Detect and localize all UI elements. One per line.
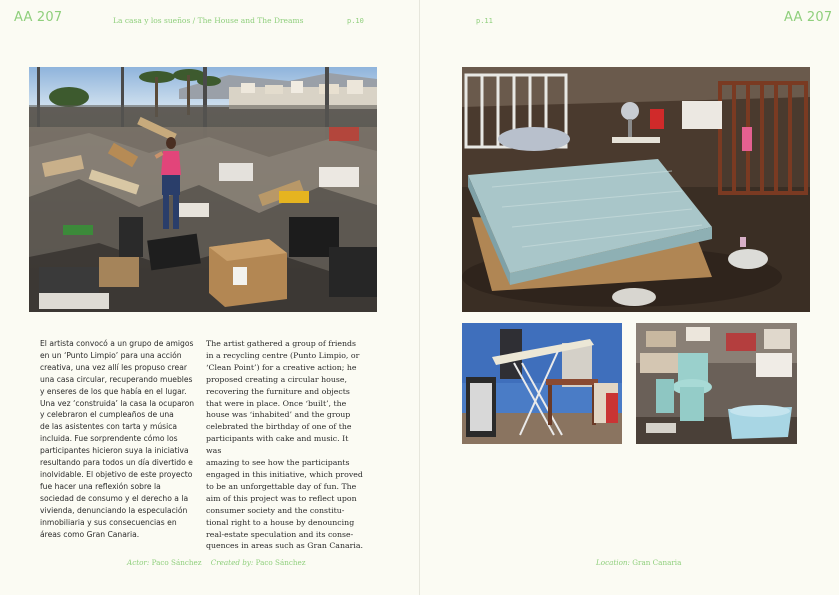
text-line: The artist gathered a group of friends [206, 339, 356, 348]
photo-ironing-board-image [462, 323, 622, 444]
photo-mattress-image [462, 67, 810, 312]
page-number-right: p.11 [476, 17, 493, 25]
left-page [0, 0, 419, 595]
text-line: in a recycling centre (Punto Limpio, or [206, 350, 360, 360]
text-line: house was ‘inhabited’ and the group [206, 410, 351, 420]
body-text-spanish [40, 338, 200, 540]
text-line: resultando para todos un día divertido e [40, 458, 193, 468]
magazine-logo-right: AA 207 [784, 10, 833, 25]
photo-mattress [462, 67, 810, 312]
magazine-logo: AA 207 [14, 10, 63, 25]
text-line: vivienda, denunciando la especulación [40, 505, 188, 515]
text-line: incluida. Fue sorprendente cómo los [40, 434, 178, 444]
text-line: real-estate speculation and its conse- [206, 529, 354, 539]
text-line: de las asistentes con tarta y música [40, 422, 178, 432]
text-line: inolvidable. El objetivo de este proyecto [40, 469, 193, 479]
footer-location [596, 558, 681, 567]
text-line: en un ‘Punto Limpio’ para una acción [40, 350, 182, 360]
photo-toilet-sink [636, 323, 797, 444]
text-line: aim of this project was to reflect upon [206, 493, 357, 503]
location-name: Gran Canaria [632, 558, 682, 567]
location-label: Location: [596, 558, 630, 567]
text-line: celebrated the birthday of one of the [206, 422, 352, 432]
text-line: y enseres de los que había en el lugar. [40, 386, 187, 396]
photo-recycling-centre-image [29, 67, 377, 312]
body-text-english [206, 338, 366, 552]
text-line: El artista convocó a un grupo de amigos [40, 339, 194, 348]
text-line: participantes hicieron suya la iniciativa [40, 446, 189, 456]
right-page [420, 0, 839, 595]
text-line: Una vez ‘construida’ la casa la ocuparon [40, 398, 195, 408]
text-line: inmobiliaria y sus consecuencias en [40, 517, 177, 527]
page-number-left: p.10 [347, 17, 364, 25]
text-line: amazing to see how the participants [206, 458, 350, 468]
text-line: that were in place. Once ‘built’, the [206, 398, 347, 408]
text-line: consumer society and the constitu- [206, 505, 345, 515]
created-by-name: Paco Sánchez [255, 558, 306, 567]
photo-ironing-board [462, 323, 622, 444]
text-line: proposed creating a circular house, [206, 374, 347, 384]
text-line: y celebraron el cumpleaños de una [40, 410, 174, 420]
text-line: participants with cake and music. It was [206, 434, 349, 456]
text-line: quences in areas such as Gran Canaria. [206, 541, 363, 551]
photo-recycling-centre [29, 67, 377, 312]
text-line: ‘Clean Point’) for a creative action; he [206, 362, 357, 372]
actor-name: Paco Sánchez [151, 558, 202, 567]
text-line: to be an unforgettable day of fun. The [206, 481, 357, 491]
text-line: tional right to a house by denouncing [206, 517, 355, 527]
text-line: una casa circular, recuperando muebles [40, 374, 193, 384]
text-line: fue hacer una reflexión sobre la [40, 481, 161, 491]
text-line: recovering the furniture and objects [206, 386, 350, 396]
text-line: áreas como Gran Canaria. [40, 529, 140, 539]
footer-credits [127, 558, 306, 567]
running-title: La casa y los sueños / The House and The Dreams [113, 16, 304, 25]
text-line: creativa, una vez allí les propuso crear [40, 362, 187, 372]
text-line: engaged in this initiative, which proved [206, 469, 363, 479]
photo-toilet-sink-image [636, 323, 797, 444]
created-by-label: Created by: [210, 558, 254, 567]
text-line: sociedad de consumo y el derecho a la [40, 493, 189, 503]
actor-label: Actor: [127, 558, 150, 567]
